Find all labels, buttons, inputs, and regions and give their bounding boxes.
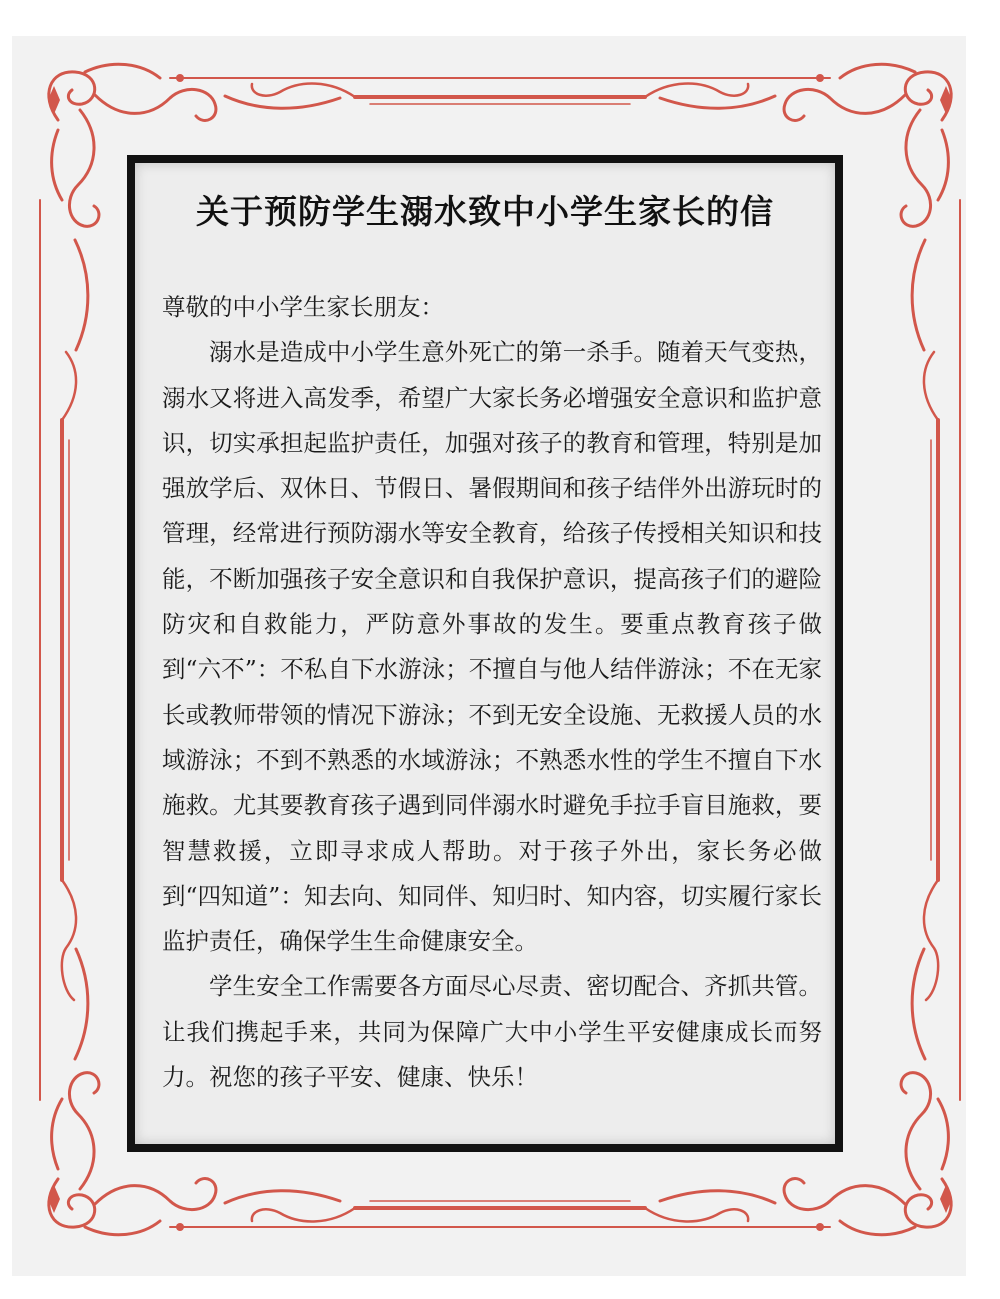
letter-body — [162, 285, 822, 1100]
border-bottom-lines — [170, 1201, 830, 1227]
flourish-top-center — [252, 84, 748, 97]
border-left-lines — [40, 200, 69, 1100]
letter-title: 关于预防学生溺水致中小学生家长的信 — [196, 192, 774, 231]
letter-paragraph-2: 学生安全工作需要各方面尽心尽责、密切配合、齐抓共管。让我们携起手来，共同为保障广大中小学生平安健康成长而努力。祝您的孩子平安、健康、快乐！ — [162, 972, 822, 1092]
border-right-lines — [931, 200, 960, 1100]
letter-salutation: 尊敬的中小学生家长朋友： — [162, 293, 444, 321]
border-top-lines — [170, 78, 830, 104]
flourish-bottom-center — [252, 1208, 748, 1221]
letter-paragraph-1: 溺水是造成中小学生意外死亡的第一杀手。随着天气变热，溺水又将进入高发季，希望广大家长务必增强安全意识和监护意识，切实承担起监护责任，加强对孩子的教育和管理，特别是加强放学后、双休日、节假日、暑假期间和孩子结伴外出游玩时的管理，经常进行预防溺水等安全教育，给孩子传授相关知识和技能，不断加强孩子安全意识和自我保护意识，提高孩子们的避险防灾和自救能力，严防意外事故的发生。要重点教育孩子做到“六不”：不私自下水游泳；不擅自与他人结伴游泳；不在无家长或教师带领的情况下游泳；不到无安全设施、无救援人员的水域游泳；不到不熟悉的水域游泳；不熟悉水性的学生不擅自下水施救。尤其要教育孩子遇到同伴溺水时避免手拉手盲目施救，要智慧救援，立即寻求成人帮助。对于孩子外出，家长务必做到“四知道”：知去向、知同伴、知归时、知内容，切实履行家长监护责任，确保学生生命健康安全。 — [162, 338, 822, 956]
